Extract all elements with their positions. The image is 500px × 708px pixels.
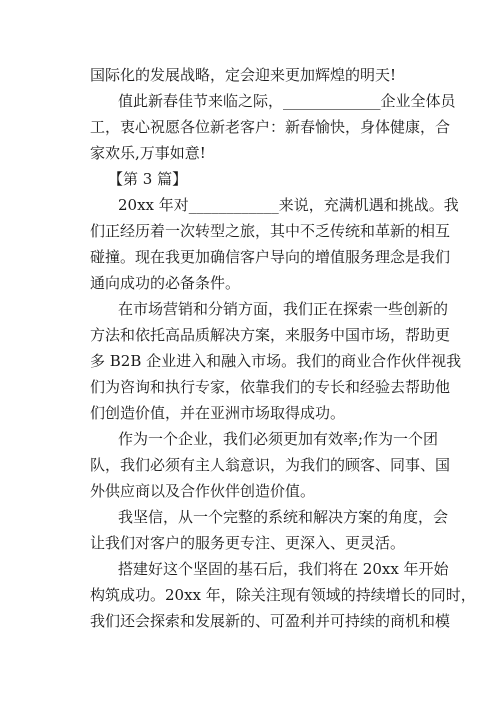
text-line: 们正经历着一次转型之旅，其中不乏传统和革新的相互 xyxy=(90,222,451,240)
text-line: 工，衷心祝愿各位新老客户：新春愉快，身体健康，合 xyxy=(90,118,451,136)
text-line: 们为咨询和执行专家，依靠我们的专长和经验去帮助他 xyxy=(90,378,451,396)
text-line: 碰撞。现在我更加确信客户导向的增值服务理念是我们 xyxy=(90,248,451,266)
text-line: 多 B2B 企业进入和融入市场。我们的商业合作伙伴视我 xyxy=(90,352,462,370)
text-line: 构筑成功。20xx 年，除关注现有领域的持续增长的同时， xyxy=(90,586,476,604)
text-line: 通向成功的必备条件。 xyxy=(90,274,241,292)
document-body xyxy=(90,62,476,634)
text-line: 我们还会探索和发展新的、可盈利并可持续的商机和模 xyxy=(90,612,451,630)
text-line: 20xx 年对____________来说，充满机遇和挑战。我 xyxy=(118,196,459,214)
text-line: 家欢乐,万事如意! xyxy=(90,144,206,162)
text-line: 我坚信，从一个完整的系统和解决方案的角度，会 xyxy=(118,508,449,526)
text-line: 让我们对客户的服务更专注、更深入、更灵活。 xyxy=(90,534,406,552)
text-line: 国际化的发展战略，定会迎来更加辉煌的明天! xyxy=(90,66,397,84)
text-line: 外供应商以及合作伙伴创造价值。 xyxy=(90,482,316,500)
text-line: 队，我们必须有主人翁意识，为我们的顾客、同事、国 xyxy=(90,456,451,474)
text-line: 值此新春佳节来临之际，_____________企业全体员 xyxy=(118,92,456,110)
text-line: 方法和依托高品质解决方案，来服务中国市场，帮助更 xyxy=(90,326,451,344)
section-heading: 【第 3 篇】 xyxy=(108,170,188,188)
text-line: 作为一个企业，我们必须更加有效率;作为一个团 xyxy=(118,430,439,448)
text-line: 在市场营销和分销方面，我们正在探索一些创新的 xyxy=(118,300,449,318)
text-line: 们创造价值，并在亚洲市场取得成功。 xyxy=(90,404,346,422)
text-line: 搭建好这个坚固的基石后，我们将在 20xx 年开始 xyxy=(118,560,449,578)
